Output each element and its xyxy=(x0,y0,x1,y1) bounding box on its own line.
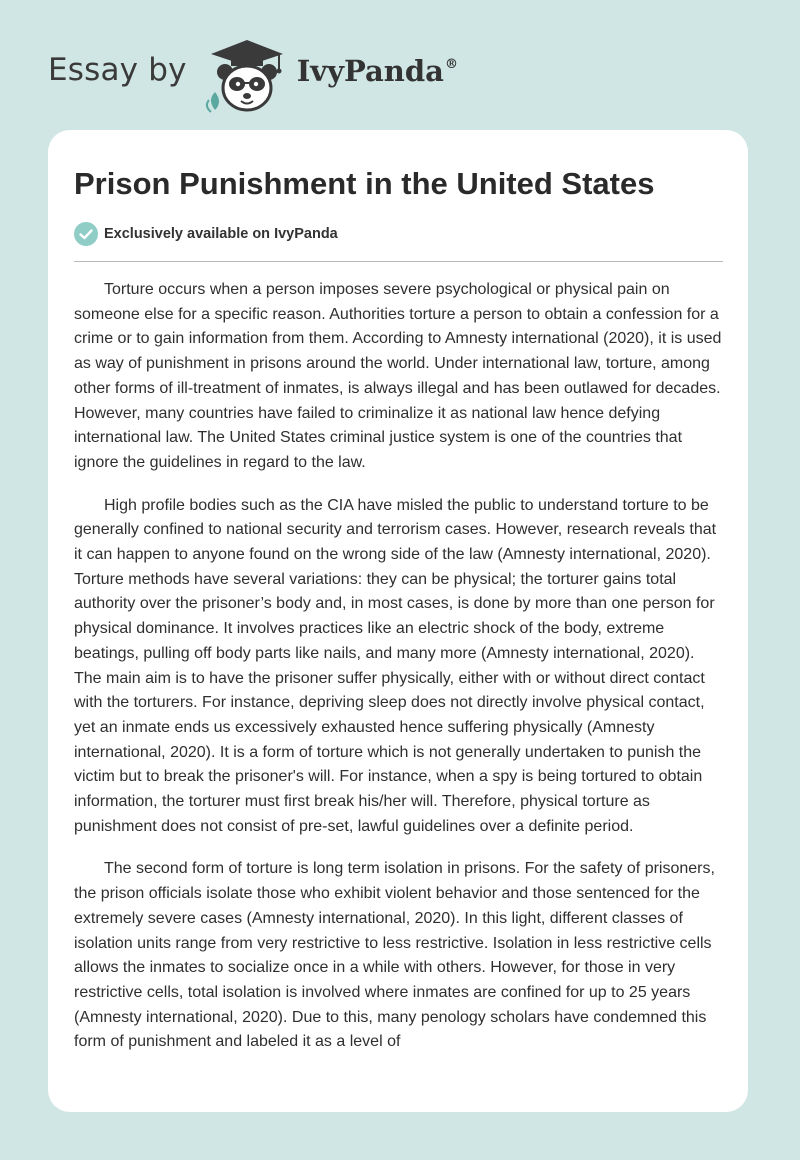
essay-body xyxy=(74,278,724,1073)
paragraph: The second form of torture is long term isolation in prisons. For the safety of prisoners, the prison officials isolate those who exhibit violent behavior and those sentenced for the extremely severe cases (Amnesty international, 2020). In this light, different classes of isolation units range from very restrictive to less restrictive. Isolation in less restrictive cells allows the inmates to socialize once in a while with others. However, for those in very restrictive cells, total isolation is involved where inmates are confined for up to 25 years (Amnesty international, 2020). Due to this, many penology scholars have condemned this form of punishment and labeled it as a level of xyxy=(74,860,715,1051)
essay-card xyxy=(48,130,748,1112)
brand-name-text: IvyPanda xyxy=(296,54,444,88)
brand-name[interactable] xyxy=(297,54,458,88)
badge-text: Exclusively available on IvyPanda xyxy=(104,226,338,242)
exclusive-badge xyxy=(74,222,338,246)
check-circle-icon xyxy=(74,222,98,246)
site-header xyxy=(48,34,458,114)
ivypanda-logo-icon[interactable] xyxy=(201,34,293,114)
page-title: Prison Punishment in the United States xyxy=(74,166,655,201)
essay-by-label: Essay by xyxy=(48,52,187,88)
registered-mark: ® xyxy=(444,57,458,72)
paragraph: Torture occurs when a person imposes severe psychological or physical pain on someone else for a specific reason. Authorities torture a person to obtain a confession for a crime or to gain information from them. According to Amnesty international (2020), it is used as way of punishment in prisons around the world. Under international law, torture, among other forms of ill-treatment of inmates, is always illegal and has been outlawed for decades. However, many countries have failed to criminalize it as national law hence defying international law. The United States criminal justice system is one of the countries that ignore the guidelines in regard to the law. xyxy=(74,281,722,471)
divider xyxy=(74,261,723,262)
paragraph: High profile bodies such as the CIA have misled the public to understand torture to be generally confined to national security and terrorism cases. However, research reveals that it can happen to anyone found on the wrong side of the law (Amnesty international, 2020). Torture methods have several variations: they can be physical; the torturer gains total authority over the prisoner’s body and, in most cases, is done by more than one person for physical dominance. It involves practices like an electric shock of the body, extreme beatings, pulling off body parts like nails, and many more (Amnesty international, 2020). The main aim is to have the prisoner suffer physically, either with or without direct contact with the torturers. For instance, depriving sleep does not directly involve physical contact, yet an inmate ends us excessively exhausted hence suffering physically (Amnesty international, 2020). It is a form of torture which is not generally undertaken to punish the victim but to break the prisoner's will. For instance, when a spy is being tortured to obtain information, the torturer must first break his/her will. Therefore, physical torture as punishment does not consist of pre-set, lawful guidelines over a definite period. xyxy=(74,496,717,835)
